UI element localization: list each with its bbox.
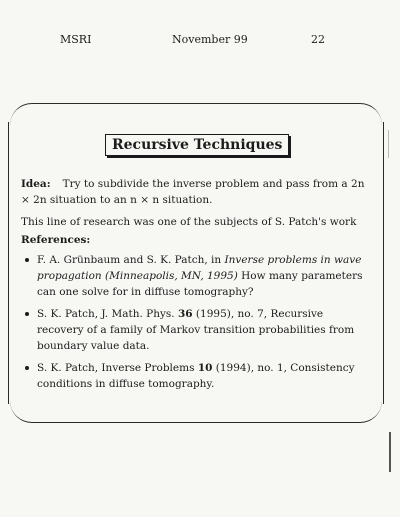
reference-journal: S. K. Patch, J. Math. Phys. (37, 308, 178, 320)
idea-label: Idea: (21, 178, 51, 190)
references-list (21, 252, 366, 392)
reference-title: How many parameters can one solve for in diffuse tomography? (37, 270, 363, 298)
reference-item (21, 252, 366, 300)
research-line: This line of research was one of the subjects of S. Patch's work (21, 216, 357, 228)
slide-content (21, 176, 366, 398)
references-label: References: (21, 234, 91, 246)
reference-item (21, 306, 366, 354)
header-institution: MSRI (60, 33, 92, 46)
header-date: November 99 (172, 33, 248, 46)
page-header (0, 33, 400, 49)
margin-mark (388, 130, 389, 158)
reference-title: (1994), no. 1, Consistency conditions in diffuse tomography. (37, 362, 355, 390)
reference-authors: F. A. Grünbaum and S. K. Patch, in (37, 254, 225, 266)
page-number: 22 (311, 33, 325, 46)
reference-item (21, 360, 366, 392)
margin-mark (389, 432, 391, 472)
slide-title: Recursive Techniques (105, 134, 289, 156)
reference-title: (1995), no. 7, Recursive recovery of a family of Markov transition probabilities from boundary value data. (37, 308, 355, 352)
idea-text: Try to subdivide the inverse problem and pass from a 2n × 2n situation to an n × n situation. (21, 178, 365, 206)
idea-paragraph (21, 176, 366, 208)
reference-book-title: Inverse problems in wave propagation (Minneapolis, MN, 1995) (37, 254, 362, 282)
reference-journal: S. K. Patch, Inverse Problems (37, 362, 198, 374)
reference-volume: 10 (197, 362, 213, 374)
reference-volume: 36 (177, 308, 193, 320)
